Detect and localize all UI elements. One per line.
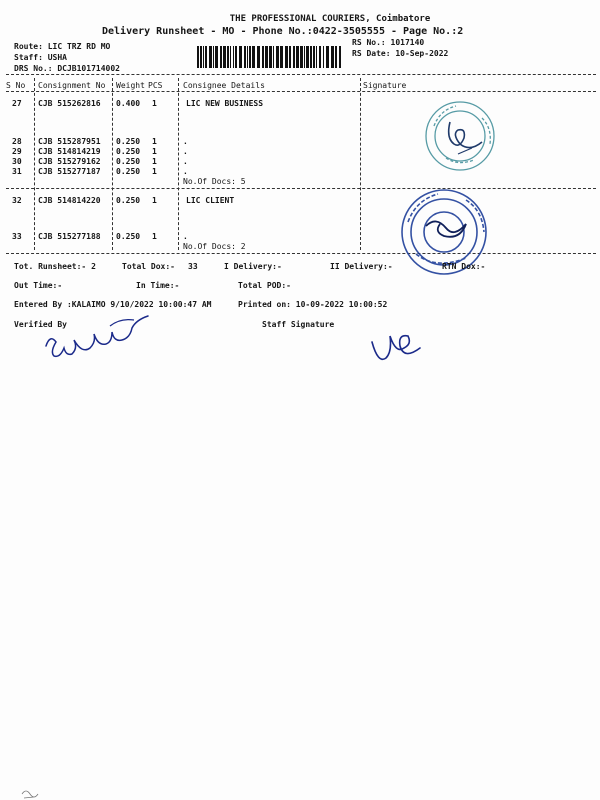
barcode-bar — [306, 46, 309, 68]
cell-pcs: 1 — [152, 147, 157, 156]
barcode-bar — [249, 46, 251, 68]
rs-date: RS Date: 10-Sep-2022 — [352, 49, 449, 58]
company-name: THE PROFESSIONAL COURIERS, Coimbatore — [229, 14, 431, 24]
cell-weight: 0.250 — [116, 232, 141, 241]
column-header: PCS — [148, 81, 163, 90]
table-header — [0, 81, 600, 93]
cell-consignment: CJB 515279162 — [38, 157, 101, 166]
table-row — [0, 196, 600, 208]
delivery-stamp — [420, 96, 500, 176]
barcode-bar — [235, 46, 237, 68]
column-header: Weight — [116, 81, 145, 90]
barcode-bar — [230, 46, 231, 68]
cell-sno: 27 — [12, 99, 22, 108]
cell-pcs: 1 — [152, 99, 157, 108]
barcode-bar — [269, 46, 272, 68]
cell-detail: . — [183, 167, 188, 176]
cell-pcs: 1 — [152, 232, 157, 241]
cell-detail: . — [183, 232, 188, 241]
barcode-bar — [227, 46, 229, 68]
barcode-bar — [313, 46, 315, 68]
barcode-bar — [316, 46, 317, 68]
total-runsheet: Tot. Runsheet:- 2 — [14, 262, 96, 271]
barcode-bar — [262, 46, 264, 68]
cell-consignment: CJB 514814219 — [38, 147, 101, 156]
cell-sno: 29 — [12, 147, 22, 156]
cell-sno: 33 — [12, 232, 22, 241]
barcode-bar — [239, 46, 242, 68]
divider — [6, 74, 596, 75]
cell-consignment: CJB 515262816 — [38, 99, 101, 108]
cell-weight: 0.250 — [116, 167, 141, 176]
divider — [6, 253, 596, 254]
barcode-bar — [293, 46, 295, 68]
cell-pcs: 1 — [152, 157, 157, 166]
total-dox-label: Total Dox:- — [122, 262, 175, 271]
barcode-bar — [310, 46, 312, 68]
verified-by: Verified By — [14, 320, 67, 329]
docs-count: No.Of Docs: 2 — [183, 242, 246, 251]
barcode-bar — [331, 46, 334, 68]
cell-detail: . — [183, 147, 188, 156]
barcode-bar — [280, 46, 283, 68]
cell-sno: 31 — [12, 167, 22, 176]
barcode-bar — [203, 46, 204, 68]
barcode — [197, 46, 343, 68]
barcode-bar — [296, 46, 299, 68]
barcode-bar — [273, 46, 274, 68]
barcode-bar — [197, 46, 199, 68]
column-header: S No — [6, 81, 26, 90]
cell-pcs: 1 — [152, 137, 157, 146]
cell-consignment: CJB 515277188 — [38, 232, 101, 241]
barcode-bar — [285, 46, 288, 68]
runsheet-title: Delivery Runsheet - MO - Phone No.:0422-3505555 - Page No.:2 — [102, 26, 464, 37]
printed-on: Printed on: 10-09-2022 10:00:52 — [238, 300, 388, 309]
barcode-bar — [252, 46, 255, 68]
cell-weight: 0.400 — [116, 99, 141, 108]
second-delivery: II Delivery:- — [330, 262, 393, 271]
page-mark — [20, 786, 50, 800]
table-row — [0, 232, 600, 244]
consignee-name: LIC NEW BUSINESS — [186, 99, 264, 108]
staff: Staff: USHA — [14, 53, 67, 62]
verifier-signature — [40, 306, 180, 366]
cell-detail: . — [183, 137, 188, 146]
barcode-bar — [323, 46, 324, 68]
barcode-bar — [223, 46, 226, 68]
route: Route: LIC TRZ RD MO — [14, 42, 111, 51]
cell-consignment: CJB 515287951 — [38, 137, 101, 146]
first-delivery: I Delivery:- — [224, 262, 282, 271]
total-dox-count: 33 — [188, 262, 198, 271]
cell-weight: 0.250 — [116, 196, 141, 205]
barcode-bar — [200, 46, 202, 68]
barcode-bar — [339, 46, 341, 68]
entered-by: Entered By :KALAIMO 9/10/2022 10:00:47 AM — [14, 300, 212, 309]
table-row — [0, 167, 600, 179]
out-time: Out Time:- — [14, 281, 63, 290]
barcode-bar — [213, 46, 214, 68]
drs-number: DRS No.: DCJB101714002 — [14, 64, 120, 73]
cell-consignment: CJB 514814220 — [38, 196, 101, 205]
barcode-bar — [300, 46, 303, 68]
cell-sno: 28 — [12, 137, 22, 146]
barcode-bar — [220, 46, 222, 68]
barcode-bar — [209, 46, 212, 68]
in-time: In Time:- — [136, 281, 180, 290]
barcode-bar — [244, 46, 246, 68]
staff-signature: Staff Signature — [262, 320, 335, 329]
column-header: Signature — [363, 81, 407, 90]
cell-pcs: 1 — [152, 196, 157, 205]
barcode-bar — [247, 46, 248, 68]
cell-weight: 0.250 — [116, 157, 141, 166]
barcode-bar — [326, 46, 329, 68]
barcode-bar — [205, 46, 207, 68]
cell-weight: 0.250 — [116, 147, 141, 156]
table-row — [0, 99, 600, 111]
rs-number: RS No.: 1017140 — [352, 38, 425, 47]
staff-signature-mark — [366, 322, 436, 372]
docs-count: No.Of Docs: 5 — [183, 177, 246, 186]
cell-pcs: 1 — [152, 167, 157, 176]
barcode-bar — [215, 46, 218, 68]
barcode-bar — [265, 46, 268, 68]
barcode-bar — [304, 46, 305, 68]
cell-sno: 30 — [12, 157, 22, 166]
rtn-dox: RTN Dox:- — [442, 262, 486, 271]
barcode-bar — [319, 46, 321, 68]
barcode-bar — [233, 46, 234, 68]
cell-consignment: CJB 515277187 — [38, 167, 101, 176]
total-pod: Total POD:- — [238, 281, 291, 290]
barcode-bar — [257, 46, 260, 68]
barcode-bar — [289, 46, 291, 68]
cell-weight: 0.250 — [116, 137, 141, 146]
column-header: Consignment No — [38, 81, 106, 90]
consignee-name: LIC CLIENT — [186, 196, 235, 205]
column-header: Consignee Details — [183, 81, 265, 90]
barcode-bar — [276, 46, 279, 68]
divider — [6, 188, 596, 189]
barcode-bar — [335, 46, 337, 68]
cell-sno: 32 — [12, 196, 22, 205]
cell-detail: . — [183, 157, 188, 166]
